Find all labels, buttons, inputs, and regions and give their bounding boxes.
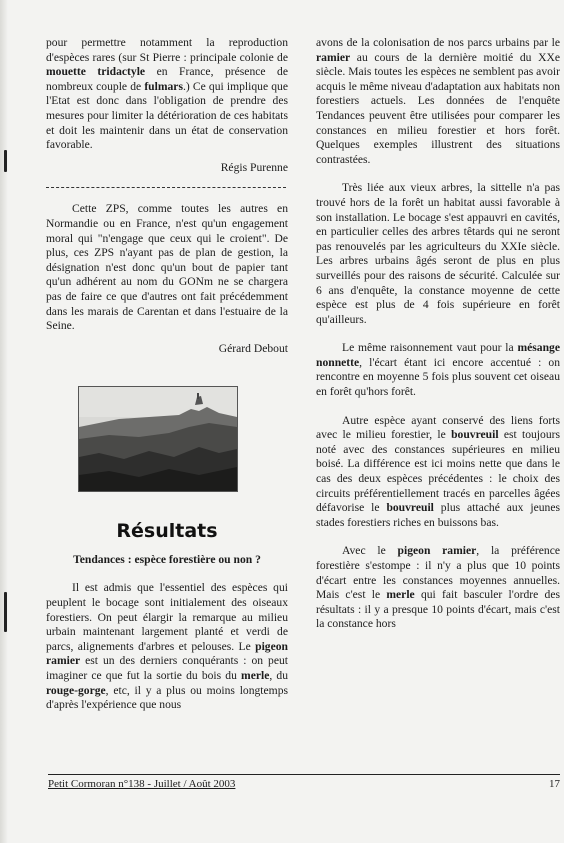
paragraph-gap	[316, 400, 560, 414]
bold-term: fulmars	[144, 79, 183, 93]
text-run: est toujours noté avec des constances supérieures en milieu boisé. La différence est ici moins nette que dans le cas des deux espèces précédentes : le choix des circuits préférentiellement tracés en parcelles âgées défavorise le	[316, 428, 560, 515]
text-run: Le même raisonnement vaut pour la	[342, 341, 518, 355]
coastal-cliff-photo	[78, 386, 238, 492]
right-column	[316, 36, 560, 632]
bold-term: mouette tridactyle	[46, 65, 146, 79]
margin-mark-top	[4, 150, 7, 172]
left-paragraph-2: Cette ZPS, comme toutes les autres en Normandie ou en France, n'est qu'un engagement moral qui "n'engage que ceux qui le croient". De plus, ces ZPS n'ayant pas de plan de gestion, la désignation n'est donc qu'un bout de papier tant qu'un adhérent au nom du GONm ne se chargera pas de faire ce que d'autres ont fait précédemment dans les marais de Carentan et dans l'estuaire de la Seine.	[46, 202, 288, 333]
text-run: , l'écart étant ici encore accentué : on rencontre en moyenne 5 fois plus souvent cet oiseau en forêt qu'hors forêt.	[316, 355, 560, 399]
right-paragraph-2: Très liée aux vieux arbres, la sittelle n'a pas trouvé hors de la forêt un habitat aussi favorable à son installation. Le bocage s'est appauvri en cavités, en particulier celles des arbres têtards qui ne seront pas renouvelés par les agriculteurs du XXIe siècle. Les arbres urbains âgés seront de plus en plus surveillés pour des raisons de sécurité. Calculée sur 6 ans d'enquête, la constance moyenne de cette espèce est plus de 4 fois supérieure en forêt qu'ailleurs.	[316, 181, 560, 326]
bold-term: bouvreuil	[451, 428, 499, 442]
bold-term: merle	[386, 588, 415, 602]
text-run: , etc, il y a plus ou moins longtemps d'après l'expérience que nous	[46, 683, 288, 712]
signature-regis-purenne: Régis Purenne	[220, 160, 288, 174]
paragraph-gap	[316, 530, 560, 544]
right-paragraph-5	[316, 544, 560, 632]
right-paragraph-3	[316, 341, 560, 399]
left-column	[46, 36, 288, 713]
text-run: en France, présence de nombreux couple de	[46, 65, 288, 93]
page-number: 17	[549, 778, 560, 790]
text-run: Il est admis que l'essentiel des espèces qui peuplent le bocage sont initialement des oiseaux forestiers. On peut élargir la remarque au milieu urbain maintenant largement planté et verdi de parcs, alignements d'arbres et pelouses. Le	[46, 581, 288, 653]
signature-gerard-debout: Gérard Debout	[218, 341, 288, 355]
text-run: avons de la colonisation de nos parcs urbains par le	[316, 36, 560, 49]
margin-mark-bottom	[4, 592, 7, 632]
paragraph-gap	[316, 167, 560, 181]
section-subtitle: Tendances : espèce forestière ou non ?	[73, 552, 261, 566]
bold-term: mésange nonnette	[316, 341, 560, 369]
bold-term: merle	[241, 669, 270, 683]
journal-issue: Petit Cormoran n°138 - Juillet / Août 2003	[48, 778, 236, 790]
bold-term: pigeon ramier	[397, 544, 477, 558]
bold-term: ramier	[316, 50, 351, 64]
dashed-separator	[46, 187, 286, 188]
text-run: qui fait basculer l'ordre des résultats : il y a presque 10 points d'écart, mais c'est la constance hors	[316, 588, 560, 631]
text-run: .) Ce qui implique que l'Etat est donc dans l'obligation de prendre des mesures pour limiter la détérioration de ces habitats et doit les maintenir dans un état de conservation favorable.	[46, 79, 288, 152]
text-run: plus attaché aux jeunes stades forestiers riches en buissons bas.	[316, 501, 560, 529]
scan-edge-shadow	[0, 0, 8, 843]
right-paragraph-1	[316, 36, 560, 167]
text-run: pour permettre notamment la reproduction d'espèces rares (sur St Pierre : principale colonie de	[46, 36, 288, 64]
text-run: Avec le	[342, 544, 398, 558]
text-run: au cours de la dernière moitié du XXe siècle. Mais toutes les espèces ne semblent pas avoir acquis le même niveau d'adaptation aux habitats non forestiers actuels. Les données de l'enquête Tendances peuvent être utilisées pour comparer les constances en milieu forestier et hors forêt. Quelques exemples illustrent des situations contrastées.	[316, 50, 560, 166]
footer-rule	[48, 774, 560, 775]
text-run: , la préférence forestière s'estompe : il n'y a plus que 10 points d'écart entre les constances moyennes annuelles. Mais c'est le	[316, 544, 561, 602]
text-run: , du	[269, 669, 289, 683]
text-run: est un des derniers conquérants : on peut imaginer ce que fut la sortie du bois du	[46, 654, 288, 683]
paragraph-gap	[316, 327, 560, 341]
section-title: Résultats	[116, 520, 218, 543]
left-paragraph-1	[46, 36, 288, 153]
bold-term: bouvreuil	[386, 501, 434, 515]
right-paragraph-4	[316, 414, 560, 531]
bold-term: pigeon ramier	[46, 639, 288, 668]
bold-term: rouge-gorge	[46, 683, 106, 697]
left-paragraph-3	[46, 581, 288, 712]
text-run: Autre espèce ayant conservé des liens forts avec le milieu forestier, le	[316, 413, 560, 442]
